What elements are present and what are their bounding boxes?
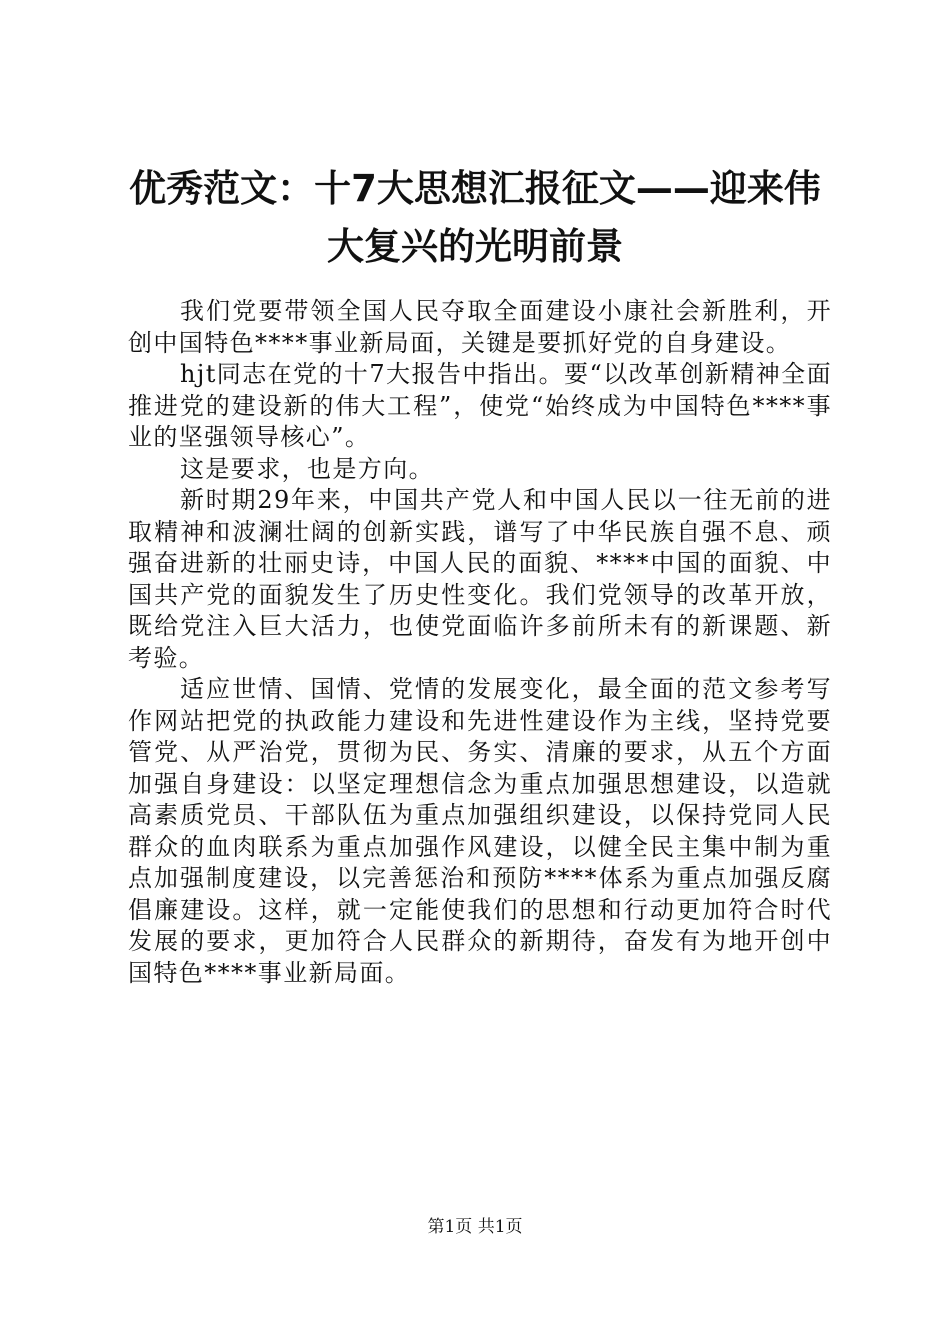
paragraph-4: 新时期29年来，中国共产党人和中国人民以一往无前的进取精神和波澜壮阔的创新实践，谱写了中华民族自强不息、顽强奋进新的壮丽史诗，中国人民的面貌、****中国的面貌、中国共产党的面貌发生了历史性变化。我们党领导的改革开放，既给党注入巨大活力，也使党面临许多前所未有的新课题、新考验。 (128, 486, 832, 672)
paragraph-1: 我们党要带领全国人民夺取全面建设小康社会新胜利，开创中国特色****事业新局面，关键是要抓好党的自身建设。 (128, 297, 832, 357)
paragraph-5: 适应世情、国情、党情的发展变化，最全面的范文参考写作网站把党的执政能力建设和先进性建设作为主线，坚持党要管党、从严治党，贯彻为民、务实、清廉的要求，从五个方面加强自身建设：以坚定理想信念为重点加强思想建设，以造就高素质党员、干部队伍为重点加强组织建设，以保持党同人民群众的血肉联系为重点加强作风建设，以健全民主集中制为重点加强制度建设，以完善惩治和预防****体系为重点加强反腐倡廉建设。这样，就一定能使我们的思想和行动更加符合时代发展的要求，更加符合人民群众的新期待，奋发有为地开创中国特色****事业新局面。 (128, 675, 832, 987)
page-footer: 第1页 共1页 (427, 1217, 523, 1237)
paragraph-3: 这是要求，也是方向。 (180, 454, 434, 483)
document-body (128, 296, 832, 989)
paragraph-2: hjt同志在党的十7大报告中指出。要“以改革创新精神全面推进党的建设新的伟大工程”，使党“始终成为中国特色****事业的坚强领导核心”。 (128, 360, 832, 451)
document-title: 优秀范文：十7大思想汇报征文——迎来伟大复兴的光明前景 (129, 167, 821, 268)
